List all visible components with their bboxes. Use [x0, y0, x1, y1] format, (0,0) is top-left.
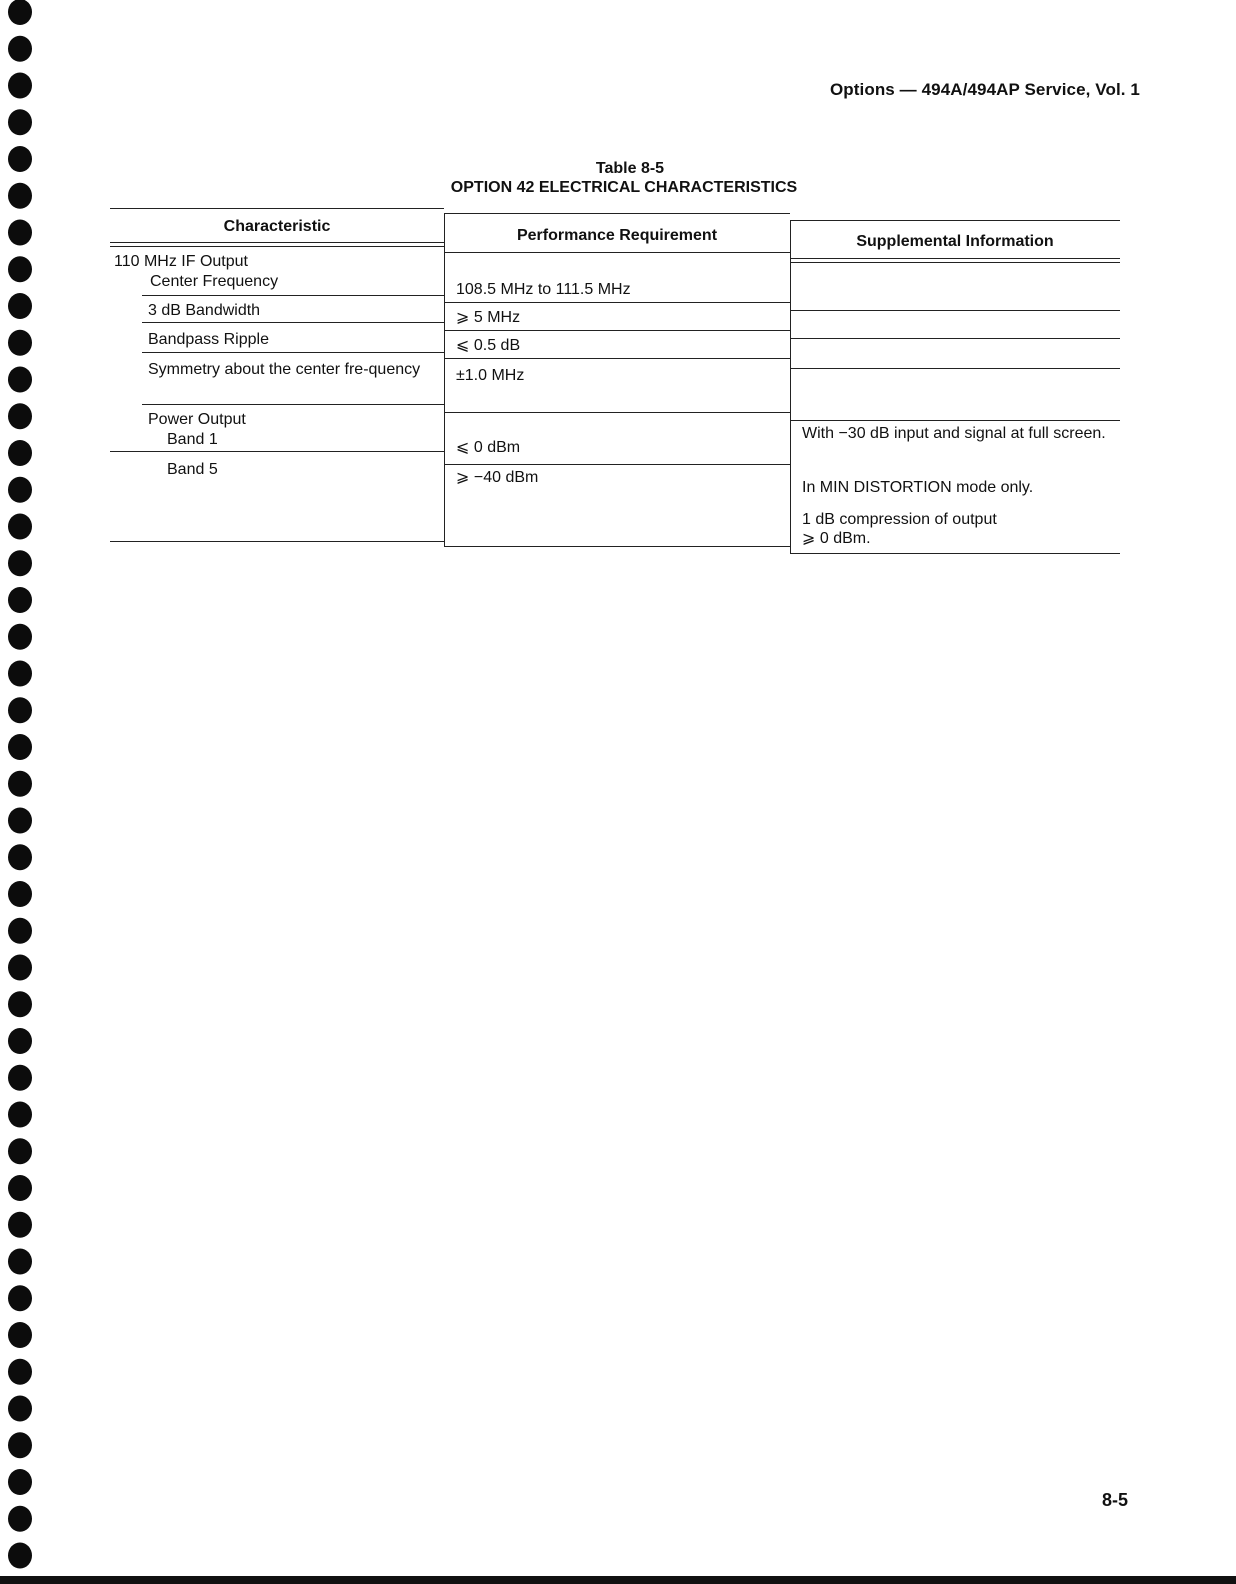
label-band-1: Band 1 — [167, 431, 218, 448]
rule-bottom — [110, 541, 444, 542]
binder-hole — [8, 1175, 32, 1201]
binder-hole — [8, 1028, 32, 1054]
binder-hole — [8, 771, 32, 797]
rule-row — [110, 451, 444, 452]
rule-row — [444, 464, 790, 465]
rule-row — [142, 322, 444, 323]
label-band-5: Band 5 — [167, 461, 218, 478]
supp-note-compression-value: ⩾ 0 dBm. — [802, 530, 871, 547]
label-symmetry: Symmetry about the center fre-quency — [148, 361, 421, 378]
rule-header-bottom — [444, 252, 790, 253]
binder-hole — [8, 1543, 32, 1569]
binder-hole — [8, 734, 32, 760]
supp-note-input-level: With −30 dB input and signal at full screen. — [802, 425, 1106, 442]
binder-hole — [8, 844, 32, 870]
column-header-characteristic: Characteristic — [223, 218, 331, 235]
rule-row — [790, 338, 1120, 339]
binder-hole — [8, 1249, 32, 1275]
column-divider — [444, 213, 445, 546]
value-center-frequency: 108.5 MHz to 111.5 MHz — [456, 281, 631, 298]
binder-hole — [8, 1469, 32, 1495]
rule-header-bottom — [790, 262, 1120, 263]
rule-row — [790, 310, 1120, 311]
binder-holes — [0, 0, 60, 1584]
supp-note-min-distortion: In MIN DISTORTION mode only. — [802, 479, 1034, 496]
group-label-if-output: 110 MHz IF Output — [114, 253, 248, 270]
binder-hole — [8, 367, 32, 393]
running-header: Options — 494A/494AP Service, Vol. 1 — [829, 80, 1140, 99]
value-symmetry: ±1.0 MHz — [456, 367, 525, 384]
binder-hole — [8, 1065, 32, 1091]
label-3db-bandwidth: 3 dB Bandwidth — [148, 302, 261, 319]
value-bandpass-ripple: ⩽ 0.5 dB — [456, 337, 521, 354]
binder-hole — [8, 697, 32, 723]
binder-hole — [8, 550, 32, 576]
binder-hole — [8, 1212, 32, 1238]
binder-hole — [8, 624, 32, 650]
binder-hole — [8, 1322, 32, 1348]
binder-hole — [8, 256, 32, 282]
rule-row — [790, 420, 1120, 421]
binder-hole — [8, 293, 32, 319]
rule-header-bottom — [110, 242, 444, 243]
label-center-frequency: Center Frequency — [150, 273, 279, 290]
binder-hole — [8, 1102, 32, 1128]
binder-hole — [8, 477, 32, 503]
page-number: 8-5 — [1101, 1490, 1128, 1510]
binder-hole — [8, 661, 32, 687]
binder-hole — [8, 440, 32, 466]
binder-hole — [8, 955, 32, 981]
binder-hole — [8, 73, 32, 99]
table-title: OPTION 42 ELECTRICAL CHARACTERISTICS — [450, 179, 798, 196]
binder-hole — [8, 1432, 32, 1458]
rule-top — [110, 208, 444, 209]
rule-row — [444, 302, 790, 303]
binder-hole — [8, 808, 32, 834]
binder-hole — [8, 881, 32, 907]
column-header-supplemental: Supplemental Information — [856, 233, 1054, 250]
binder-hole — [8, 403, 32, 429]
rule-row — [790, 368, 1120, 369]
binder-hole — [8, 514, 32, 540]
column-divider — [790, 220, 791, 553]
rule-row — [142, 352, 444, 353]
rule-top — [790, 220, 1120, 221]
characteristics-table — [110, 208, 1130, 560]
label-power-output: Power Output — [148, 411, 246, 428]
binder-hole — [8, 587, 32, 613]
binder-hole — [8, 1138, 32, 1164]
binder-hole — [8, 1359, 32, 1385]
rule-header-bottom — [790, 258, 1120, 259]
rule-top — [444, 213, 790, 214]
binder-hole — [8, 36, 32, 62]
binder-hole — [8, 109, 32, 135]
value-3db-bandwidth: ⩾ 5 MHz — [456, 309, 521, 326]
rule-bottom — [790, 553, 1120, 554]
binder-hole — [8, 1506, 32, 1532]
value-band-5: ⩾ −40 dBm — [456, 469, 539, 486]
binder-hole — [8, 330, 32, 356]
binder-hole — [8, 918, 32, 944]
binder-hole — [8, 1285, 32, 1311]
rule-row — [142, 404, 444, 405]
rule-row — [444, 330, 790, 331]
page-bottom-edge — [0, 1576, 1236, 1584]
rule-header-bottom — [110, 246, 444, 247]
supp-note-compression: 1 dB compression of output — [802, 511, 997, 528]
rule-row — [142, 295, 444, 296]
binder-hole — [8, 0, 32, 25]
binder-hole — [8, 1396, 32, 1422]
column-header-performance: Performance Requirement — [516, 227, 718, 244]
table-number: Table 8-5 — [595, 160, 665, 177]
rule-row — [444, 358, 790, 359]
binder-hole — [8, 220, 32, 246]
value-band-1: ⩽ 0 dBm — [456, 439, 521, 456]
rule-row — [444, 412, 790, 413]
binder-hole — [8, 991, 32, 1017]
label-bandpass-ripple: Bandpass Ripple — [148, 331, 269, 348]
rule-bottom — [444, 546, 790, 547]
